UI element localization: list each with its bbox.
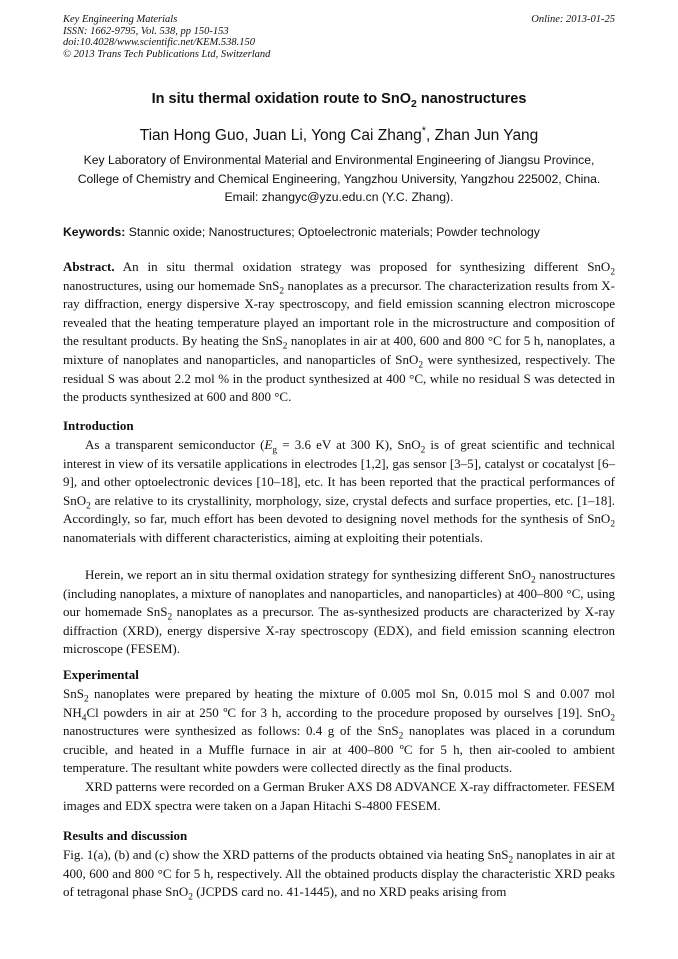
online-date: Online: 2013-01-25 — [531, 14, 615, 25]
introduction-heading: Introduction — [63, 418, 134, 433]
journal-doi: doi:10.4028/www.scientific.net/KEM.538.150 — [63, 37, 255, 49]
journal-copyright: © 2013 Trans Tech Publications Ltd, Switzerland — [63, 48, 271, 60]
paper-title: In situ thermal oxidation route to SnO$_2$ nanostructures — [151, 91, 527, 110]
journal-issn: ISSN: 1662-9795, Vol. 538, pp 150-153 — [63, 25, 229, 37]
experimental-paragraph: XRD patterns were recorded on a German Bruker AXS D8 ADVANCE X-ray diffractometer. FESEM images and EDX spectra were taken on a Japan Hitachi S-4800 FESEM. — [63, 779, 615, 813]
author-list: Tian Hong Guo, Juan Li, Yong Cai Zhang*, Zhan Jun Yang — [139, 124, 539, 144]
experimental-paragraph: SnS$_2$ nanoplates were prepared by heating the mixture of 0.005 mol Sn, 0.015 mol S and 0.007 mol $NH_4Cl$ powders in air at 250 ºC for 3 h, according to the procedure proposed by ourselves [19]. SnO$_2$ nanostructures were synthesized as follows: 0.4 g of the SnS$_2$ nanoplates was placed in a corundum crucible, and heated in a Muffle furnace in air at 400–800 ºC for 5 h, then air-cooled to ambient temperature. The resultant white powders were collected directly as the final products. — [63, 686, 615, 776]
contact-email: Email: zhangyc@yzu.edu.cn (Y.C. Zhang). — [224, 190, 454, 204]
keywords: Keywords: Stannic oxide; Nanostructures; Optoelectronic materials; Powder technology — [63, 225, 540, 239]
corresponding-author-mark: * — [421, 124, 426, 137]
abstract-label: Abstract. — [63, 259, 115, 274]
affiliation: Key Laboratory of Environmental Material and Environmental Engineering of Jiangsu Province, College of Chemistry and Chemical Engineering, Yangzhou University, Yangzhou 225002, China. Email: zhangyc@yzu.edu.cn (Y.C. Zhang). — [50, 151, 628, 207]
introduction-paragraph: As a transparent semiconductor ($E_g = 3.6$ eV at 300 K), SnO$_2$ is of great scientific and technical interest in view of its versatile applications in electrodes [1,2], gas sensor [3–5], catalyst or cocatalyst [6–9], and other optoelectronic devices [10–18], etc. It has been reported that the practical performances of SnO$_2$ are relative to its crystallinity, morphology, size, crystal defects and surface properties, etc. [1–18]. Accordingly, so far, much effort has been devoted to designing novel methods for the synthesis of SnO$_2$ nanomaterials with different characteristics, aiming at exploiting their potentials. — [63, 437, 615, 545]
introduction-paragraph: Herein, we report an in situ thermal oxidation strategy for synthesizing different SnO$_2$ nanostructures (including nanoplates, a mixture of nanoplates and nanoparticles, and nanoparticles) at 400–800 °C, using our homemade SnS$_2$ nanoplates as a precursor. The as-synthesized products are characterized by X-ray diffraction (XRD), energy dispersive X-ray spectroscopy (EDX), and field emission scanning electron microscope (FESEM). — [63, 567, 616, 657]
experimental-heading: Experimental — [63, 667, 139, 682]
results-heading: Results and discussion — [63, 828, 188, 843]
results-paragraph: Fig. 1(a), (b) and (c) show the XRD patterns of the products obtained via heating SnS$_2$ nanoplates in air at 400, 600 and 800 °C for 5 h, respectively. All the obtained products display the characteristic XRD peaks of tetragonal phase SnO$_2$ (JCPDS card no. 41-1445), and no XRD peaks arising from — [63, 847, 615, 903]
journal-name: Key Engineering Materials — [63, 14, 178, 25]
abstract-paragraph: Abstract. An in situ thermal oxidation strategy was proposed for synthesizing different SnO$_2$ nanostructures, using our homemade SnS$_2$ nanoplates as a precursor. The characterization results from X-ray diffraction, energy dispersive X-ray spectroscopy, and field emission scanning electron microscope revealed that the heating temperature played an important role in the microstructure and composition of the resultant products. By heating the SnS$_2$ nanoplates in air at 400, 600 and 800 °C for 5 h, nanoplates, a mixture of nanoplates and nanoparticles, and nanoparticles of SnO$_2$ were synthesized, respectively. The residual S was about 2.2 mol % in the product synthesized at 400 °C, while no residual S was detected in the products synthesized at 600 and 800 °C. — [63, 259, 615, 405]
journal-header — [63, 14, 270, 60]
